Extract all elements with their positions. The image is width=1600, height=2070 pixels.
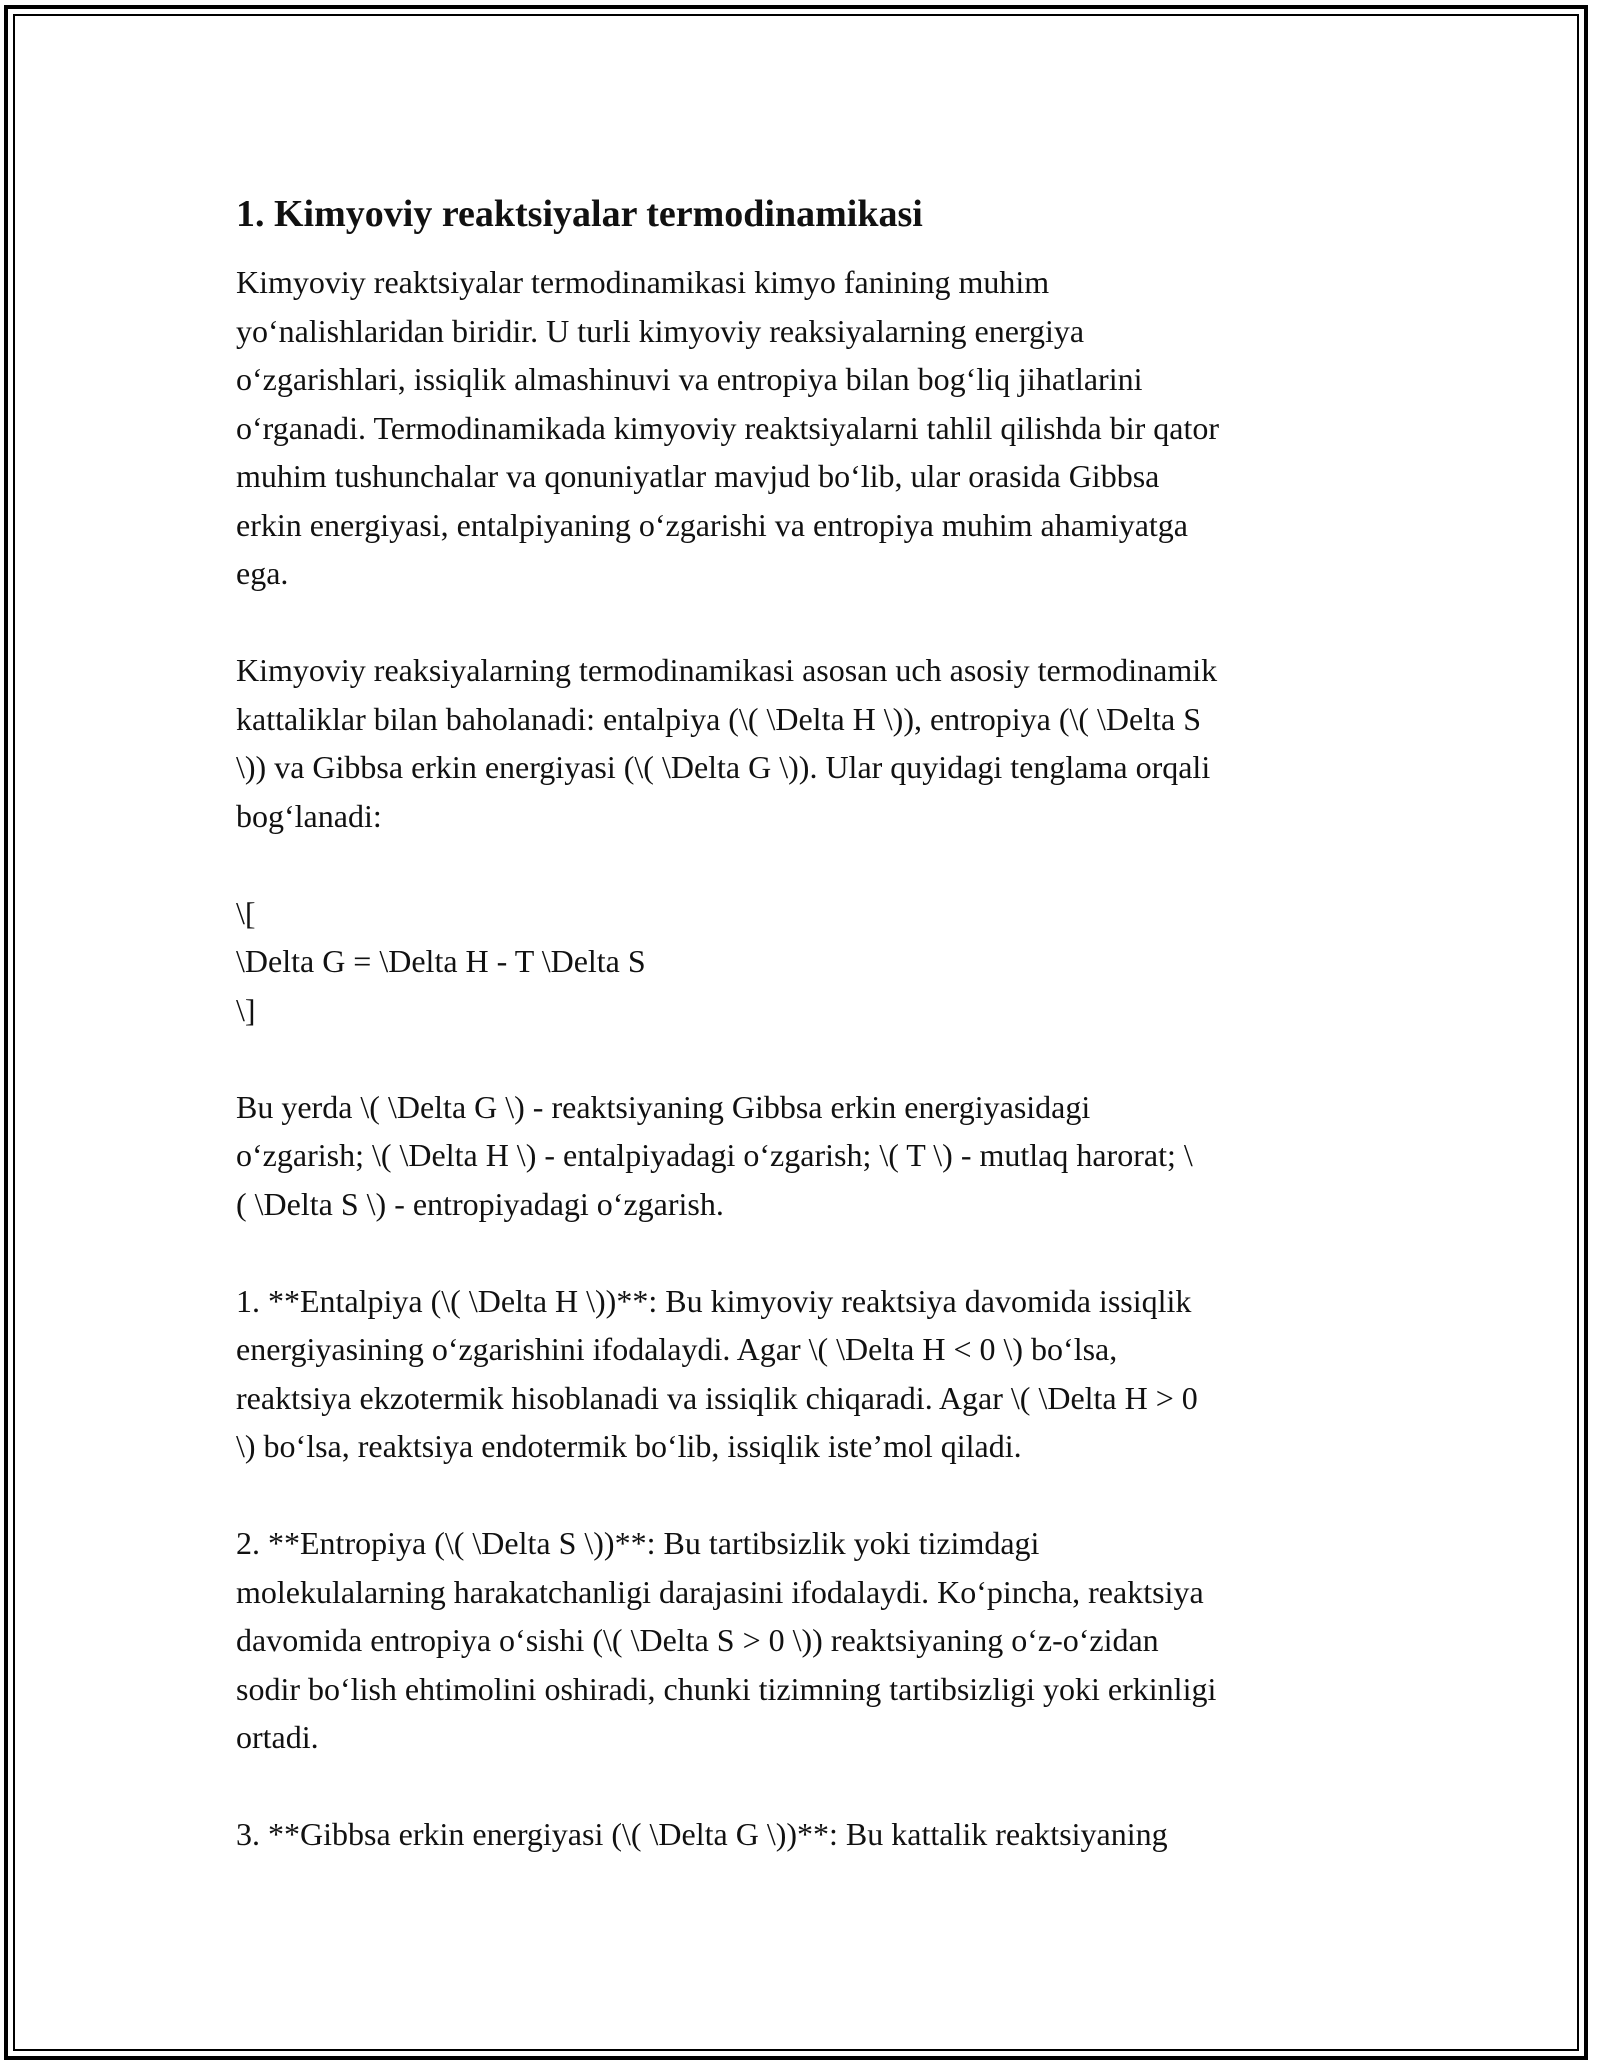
text-line: \[	[236, 894, 256, 931]
text-line: reaktsiya ekzotermik hisoblanadi va issiqlik chiqaradi. Agar \( \Delta H > 0	[236, 1379, 1198, 1416]
text-line: Kimyoviy reaksiyalarning termodinamikasi asosan uch asosiy termodinamik	[236, 652, 1218, 688]
text-line: \) bo‘lsa, reaktsiya endotermik bo‘lib, issiqlik iste’mol qiladi.	[236, 1428, 1022, 1464]
text-line: molekulalarning harakatchanligi darajasini ifodalaydi. Ko‘pincha, reaktsiya	[236, 1573, 1204, 1610]
paragraph	[236, 646, 1366, 840]
paragraph-gap	[236, 1762, 1366, 1811]
paragraph-gap	[236, 1034, 1366, 1083]
paragraph	[236, 889, 1366, 1035]
paragraph-gap	[236, 840, 1366, 889]
text-line: ( \Delta S \) - entropiyadagi o‘zgarish.	[236, 1185, 724, 1222]
text-line: o‘zgarishlari, issiqlik almashinuvi va entropiya bilan bog‘liq jihatlarini	[236, 361, 1143, 397]
text-line: bog‘lanadi:	[236, 797, 382, 834]
paragraph	[236, 1519, 1366, 1762]
text-line: sodir bo‘lish ehtimolini oshiradi, chunki tizimning tartibsizligi yoki erkinligi	[236, 1670, 1217, 1707]
text-line: muhim tushunchalar va qonuniyatlar mavjud bo‘lib, ular orasida Gibbsa	[236, 458, 1160, 494]
paragraph-gap	[236, 1228, 1366, 1277]
text-line: o‘rganadi. Termodinamikada kimyoviy reaktsiyalarni tahlil qilishda bir qator	[236, 409, 1219, 446]
paragraph-gap	[236, 1471, 1366, 1520]
paragraph	[236, 258, 1366, 598]
text-line: Bu yerda \( \Delta G \) - reaktsiyaning Gibbsa erkin energiyasidagi	[236, 1088, 1091, 1125]
text-line: kattaliklar bilan baholanadi: entalpiya (\( \Delta H \)), entropiya (\( \Delta S	[236, 700, 1201, 737]
text-line: \]	[236, 991, 256, 1028]
section-heading: 1. Kimyoviy reaktsiyalar termodinamikasi	[236, 193, 923, 235]
text-line: \)) va Gibbsa erkin energiyasi (\( \Delta G \)). Ular quyidagi tenglama orqali	[236, 749, 1211, 785]
text-line: 3. **Gibbsa erkin energiyasi (\( \Delta G \))**: Bu kattalik reaktsiyaning	[236, 1816, 1168, 1852]
text-line: erkin energiyasi, entalpiyaning o‘zgarishi va entropiya muhim ahamiyatga	[236, 506, 1188, 543]
text-line: davomida entropiya o‘sishi (\( \Delta S > 0 \)) reaktsiyaning o‘z-o‘zidan	[236, 1622, 1159, 1658]
text-line: ortadi.	[236, 1719, 319, 1755]
text-line: 2. **Entropiya (\( \Delta S \))**: Bu tartibsizlik yoki tizimdagi	[236, 1525, 1040, 1561]
text-line: \Delta G = \Delta H - T \Delta S	[236, 943, 646, 979]
paragraph-list	[236, 258, 1366, 1859]
text-line: o‘zgarish; \( \Delta H \) - entalpiyadagi o‘zgarish; \( T \) - mutlaq harorat; \	[236, 1137, 1193, 1173]
text-line: ega.	[236, 555, 289, 591]
text-line: 1. **Entalpiya (\( \Delta H \))**: Bu kimyoviy reaktsiya davomida issiqlik	[236, 1282, 1192, 1319]
paragraph-gap	[236, 598, 1366, 647]
text-line: Kimyoviy reaktsiyalar termodinamikasi kimyo fanining muhim	[236, 264, 1050, 300]
paragraph	[236, 1810, 1366, 1859]
paragraph	[236, 1277, 1366, 1471]
document-body	[236, 190, 1366, 1859]
text-line: yo‘nalishlaridan biridir. U turli kimyoviy reaksiyalarning energiya	[236, 312, 1085, 349]
paragraph	[236, 1083, 1366, 1229]
text-line: energiyasining o‘zgarishini ifodalaydi. Agar \( \Delta H < 0 \) bo‘lsa,	[236, 1331, 1118, 1367]
